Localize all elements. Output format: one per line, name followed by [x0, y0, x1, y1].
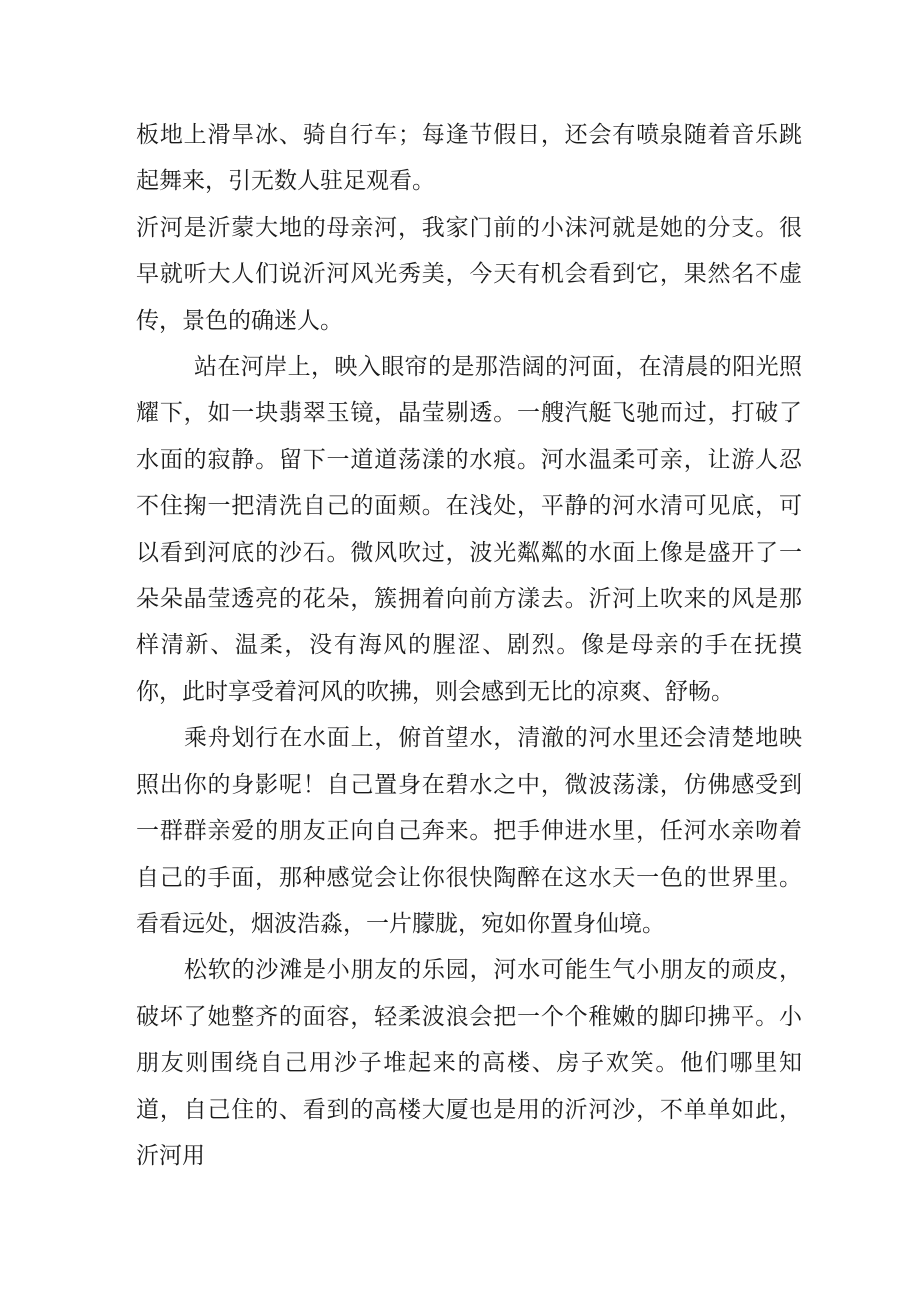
document-body — [136, 112, 802, 1179]
paragraph-continuation: 板地上滑旱冰、骑自行车；每逢节假日，还会有喷泉随着音乐跳起舞来，引无数人驻足观看。 — [136, 122, 802, 195]
paragraph-river-bank: 站在河岸上，映入眼帘的是那浩阔的河面，在清晨的阳光照耀下，如一块翡翠玉镜，晶莹剔透。一艘汽艇飞驰而过，打破了水面的寂静。留下一道道荡漾的水痕。河水温柔可亲，让游人忍不住掬一把清洗自己的面颊。在浅处，平静的河水清可见底，可以看到河底的沙石。微风吹过，波光粼粼的水面上像是盛开了一朵朵晶莹透亮的花朵，簇拥着向前方漾去。沂河上吹来的风是那样清新、温柔，没有海风的腥涩、剧烈。像是母亲的手在抚摸你，此时享受着河风的吹拂，则会感到无比的凉爽、舒畅。 — [136, 354, 802, 705]
paragraph-boating: 乘舟划行在水面上，俯首望水，清澈的河水里还会清楚地映照出你的身影呢！自己置身在碧水之中，微波荡漾，仿佛感受到一群群亲爱的朋友正向自己奔来。把手伸进水里，任河水亲吻着自己的手面，那种感觉会让你很快陶醉在这水天一色的世界里。看看远处，烟波浩淼，一片朦胧，宛如你置身仙境。 — [136, 725, 802, 937]
paragraph-sand-beach: 松软的沙滩是小朋友的乐园，河水可能生气小朋友的顽皮，破坏了她整齐的面容，轻柔波浪会把一个个稚嫩的脚印拂平。小朋友则围绕自己用沙子堆起来的高楼、房子欢笑。他们哪里知道，自己住的、看到的高楼大厦也是用的沂河沙，不单单如此，沂河用 — [136, 957, 802, 1169]
paragraph-yihe-intro: 沂河是沂蒙大地的母亲河，我家门前的小沫河就是她的分支。很早就听大人们说沂河风光秀美，今天有机会看到它，果然名不虚传，景色的确迷人。 — [136, 214, 802, 334]
